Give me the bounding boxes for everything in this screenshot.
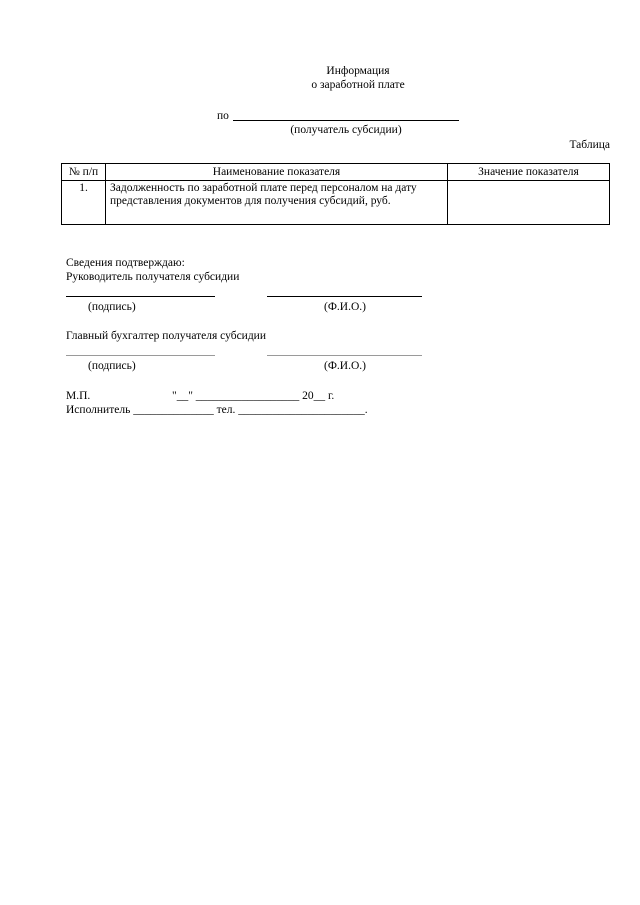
executor-line: Исполнитель ______________ тел. ______________________. — [66, 404, 368, 416]
date-line: "__" __________________ 20__ г. — [172, 390, 335, 402]
head-signature-caption: (подпись) — [88, 301, 136, 313]
recipient-line — [233, 120, 459, 121]
header-name: Наименование показателя — [106, 164, 448, 181]
confirm-heading: Сведения подтверждаю: — [66, 257, 185, 269]
mp-label: М.П. — [66, 390, 91, 402]
info-table — [61, 163, 610, 225]
po-label: по — [217, 110, 229, 122]
row-name: Задолженность по заработной плате перед персоналом на дату представления документов для получения субсидий, руб. — [106, 181, 448, 225]
row-value — [448, 181, 610, 225]
doc-title-line1: Информация — [326, 65, 390, 77]
recipient-caption: (получатель субсидии) — [290, 124, 402, 136]
head-label: Руководитель получателя субсидии — [66, 271, 240, 283]
table-header-row — [62, 164, 610, 181]
head-fio-line — [267, 296, 422, 297]
header-value: Значение показателя — [448, 164, 610, 181]
row-number: 1. — [62, 181, 106, 225]
accountant-fio-line — [267, 355, 422, 356]
table-label: Таблица — [569, 139, 610, 151]
accountant-signature-caption: (подпись) — [88, 360, 136, 372]
accountant-fio-caption: (Ф.И.О.) — [324, 360, 366, 372]
head-fio-caption: (Ф.И.О.) — [324, 301, 366, 313]
accountant-signature-line — [66, 355, 215, 356]
accountant-label: Главный бухгалтер получателя субсидии — [66, 330, 266, 342]
table-row — [62, 181, 610, 225]
head-signature-line — [66, 296, 215, 297]
doc-title-line2: о заработной плате — [311, 79, 405, 91]
header-number: № п/п — [62, 164, 106, 181]
